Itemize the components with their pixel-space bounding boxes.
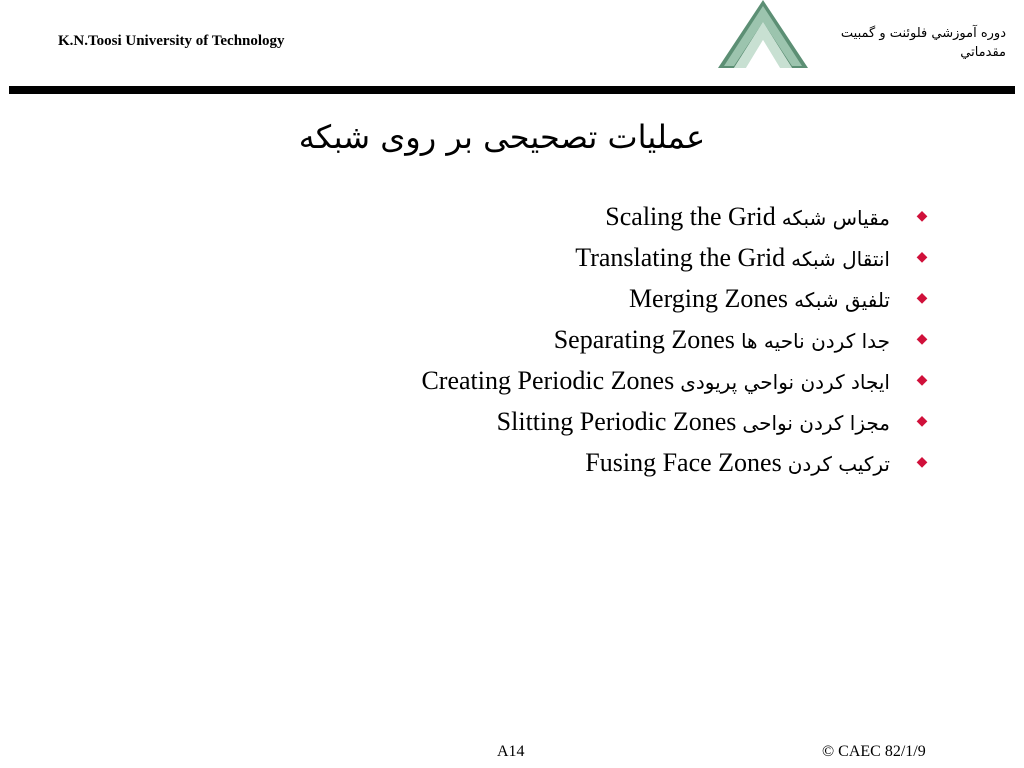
bullet-en-text: Merging Zones [628,283,789,313]
bullet-en-text: Separating Zones [553,324,735,354]
bullet-list [132,196,932,483]
slide-title: عملیات تصحیحی بر روی شبکه [298,118,706,156]
list-item [132,442,932,483]
page-number: A14 [497,743,525,760]
bullet-fa-text: جدا کردن ناحیه ها [740,328,890,353]
bullet-fa-text: انتقال شبکه [791,246,890,271]
list-item [132,360,932,401]
bullet-fa-text: مقیاس شبکه [781,205,890,230]
bullet-en-text: Slitting Periodic Zones [496,406,737,436]
diamond-bullet-icon: ◆ [916,454,928,470]
bullet-en-text: Creating Periodic Zones [421,365,675,395]
list-item [132,319,932,360]
bullet-en-text: Scaling the Grid [605,201,776,231]
diamond-bullet-icon: ◆ [916,290,928,306]
bullet-fa-text: ترکیب کردن [787,451,890,476]
list-item [132,196,932,237]
diamond-bullet-icon: ◆ [916,372,928,388]
diamond-bullet-icon: ◆ [916,208,928,224]
university-logo-icon [718,0,808,70]
course-title-line1: دوره آموزشي فلوئنت و گمبيت [840,26,1006,41]
list-item [132,401,932,442]
course-title-line2: مقدماتي [960,45,1006,60]
bullet-fa-text: مجزا کردن نواحی [742,410,890,435]
diamond-bullet-icon: ◆ [916,249,928,265]
list-item [132,278,932,319]
footer-copyright: © CAEC 82/1/9 [822,743,926,760]
university-name: K.N.Toosi University of Technology [58,33,285,49]
bullet-en-text: Translating the Grid [575,242,786,272]
list-item [132,237,932,278]
header-divider [9,86,1015,94]
bullet-fa-text: تلفیق شبکه [794,287,890,312]
bullet-fa-text: ایجاد کردن نواحي پريودی [680,369,890,394]
diamond-bullet-icon: ◆ [916,413,928,429]
bullet-en-text: Fusing Face Zones [585,447,782,477]
course-title [806,24,1006,62]
diamond-bullet-icon: ◆ [916,331,928,347]
